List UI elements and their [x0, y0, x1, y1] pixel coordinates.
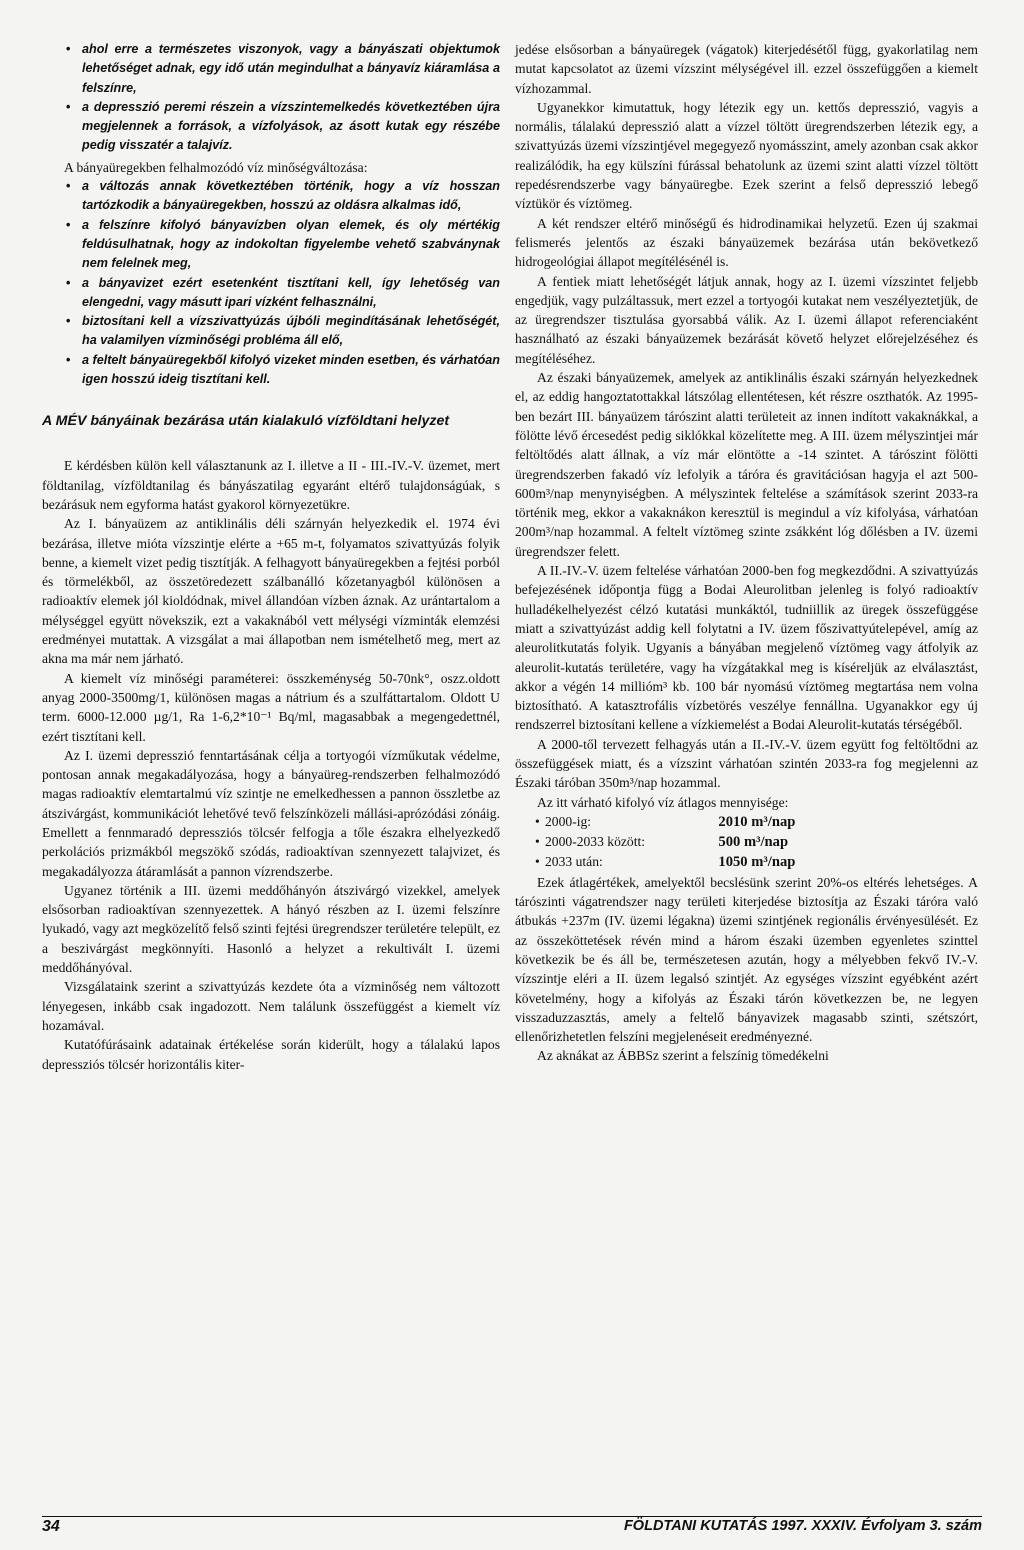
body-paragraph: Az I. bányaüzem az antiklinális déli szárnyán helyezkedik el. 1974 évi bezárása, illetve mióta vízszintje elérte a +65 m-t, folyamatos szivattyúzás folyik benne, a kiemelt vizet pedig tisztítják. A felhagyott bányaüregekben a fejtési porból és törmelékből, az összetöredezett szálbanálló kőzetanyagból különösen a radioaktív elemek jól kioldódnak, mivel állandóan vízben áznak. Az urántartalom a mélységgel együtt növekszik, ezt a vakaknából vett mélységi vízminták elemzési eredményei mutattak. A vizsgálat a mai állapotban nem ismételhető meg, mert az akna ma már nem járható. — [42, 516, 500, 667]
list-item: • a felszínre kifolyó bányavízben olyan elemek, és oly mértékig feldúsulhatnak, hogy az indokoltan figyelembe vehető szabványnak nem felelnek meg, — [42, 216, 500, 274]
intro-paragraph: A bányaüregekben felhalmozódó víz minőségváltozása: — [64, 159, 368, 175]
body-paragraph: Vizsgálataink szerint a szivattyúzás kezdete óta a vízminőség nem változott lényegesen, inkább csak ingadozott. Nem találunk összefüggést a kiemelt víz hozamával. — [42, 979, 500, 1033]
rate-period: 2000-ig: — [545, 813, 592, 829]
rate-value: 2010 m³/nap — [718, 813, 796, 830]
body-paragraph: Ugyanekkor kimutattuk, hogy létezik egy un. kettős depresszió, vagyis a normális, tálalakú depresszió alatt a vízzel töltött üregrendszerben létezik egy, a szivattyúzás üzemi vízszintjével megegyező nyomásszint, amely azonban csak akkor realizálódik, ha egy külszíni fúrással behatolunk az üzemi szint alatti vízzel töltött repedésrendszerbe vagy bányaüregbe. Ezek szerint a felső depresszió lebegő víztükör és víztömeg. — [515, 99, 978, 212]
body-paragraph: A 2000-től tervezett felhagyás után a II.-IV.-V. üzem együtt fog feltöltődni az összefüggések miatt, és a vízszint várhatóan szintén 2033-ra fog megjelenni az Északi táróban 350m³/nap hozammal. — [515, 736, 978, 791]
list-item: • a bányavizet ezért esetenként tisztítani kell, így lehetőség van elengedni, vagy másutt ipari vízként felhasználni, — [42, 274, 500, 313]
list-item: • biztosítani kell a vízszivattyúzás újbóli megindításának lehetőségét, ha valamilyen vízminőségi probléma áll elő, — [42, 312, 500, 351]
rate-value: 500 m³/nap — [718, 834, 789, 851]
body-paragraph: jedése elsősorban a bányaüregek (vágatok) kiterjedésétől függ, gyakorlatilag nem mutat kapcsolatot az üzemi vízszint mélységével ill. ezzel összefüggően a kiemelt vízhozammal. — [515, 42, 978, 96]
list-item: • a változás annak következtében történik, hogy a víz hosszan tartózkodik a bányaüregekben, hosszú az oldásra alkalmas idő, — [42, 177, 500, 216]
list-item — [515, 832, 978, 852]
left-column — [42, 40, 500, 1074]
list-item — [515, 812, 978, 832]
right-column — [515, 40, 978, 1066]
bullet-list-outflow — [42, 40, 500, 156]
body-paragraph: A kiemelt víz minőségi paraméterei: összkeménység 50-70nk°, oszz.oldott anyag 2000-3500mg/1, különösen magas a nátrium és a szulfáttartalom. Oldott U term. 6000-12.000 µg/1, Ra 1-6,2*10⁻¹ Bq/ml, magasabbak a megengedettnél, ezért tisztítani kell. — [42, 670, 500, 744]
rate-period: 2000-2033 között: — [545, 834, 646, 850]
body-paragraph: E kérdésben külön kell választanunk az I. illetve a II - III.-IV.-V. üzemet, mert földtanilag, vízföldtanilag és bányászatilag egyaránt eltérő tulajdonságúak, s bezárásuk nem egyforma hatást gyakorol környezetükre. — [42, 458, 500, 512]
outflow-rates-list — [515, 812, 978, 873]
footer-rule — [42, 1516, 982, 1517]
rate-value: 1050 m³/nap — [718, 854, 796, 871]
body-paragraph: Ugyanez történik a III. üzemi meddőhányón átszivárgó vizekkel, amelyek elsősorban radioaktívan szennyezettek. A hányó részben az I. üzemi felszínre lyukadó, vagy azt megközelítő felső szinti fejtési üregrendszer területére települt, ez a beszivárgást megkönnyíti. Hasonló a helyzet a rekultivált I. üzemi meddőhányóval. — [42, 882, 500, 976]
list-item — [515, 852, 978, 872]
body-paragraph: A két rendszer eltérő minőségű és hidrodinamikai helyzetű. Ezen új szakmai felismerés jelentős az északi bányaüzemek bezárása után bekövetkező hidrogeológiai állapot megítélésénél is. — [515, 215, 978, 270]
bullet-list-quality — [42, 177, 500, 389]
body-paragraph: Ezek átlagértékek, amelyektől becslésünk szerint 20%-os eltérés lehetséges. A tárószinti vágatrendszer nagy területi kiterjedése biztosítja az Északi táróra való átbukás +237m (IV. üzemi légakna) üzemi szintjének regionális érvényesülését. Ez az összeköttetések révén mind a három északi üzemben egyenletes szinttel következik be és áll be, természetesen azután, hogy a mélyebben fekvő IV.-V. vízszintje eléri a II. üzem legalsó szintjét. Az egységes vízszint egyébként azért követelmény, hogy a kifolyás az Északi tárón következzen be, ne legyen visszaduzzasztás, amely a feltelő bányavizek magasabb szinti, szétszórt, ellenőrizhetetlen felszíni megjelenéseit eredményezné. — [515, 874, 978, 1045]
body-paragraph: Az aknákat az ÁBBSz szerint a felszínig tömedékelni — [537, 1048, 829, 1064]
section-title: A MÉV bányáinak bezárása után kialakuló vízföldtani helyzet — [42, 413, 450, 430]
list-item: • a depresszió peremi részein a vízszintemelkedés következtében újra megjelennek a források, a vízfolyások, az ásott kutak egy részébe pedig visszatér a talajvíz. — [42, 98, 500, 156]
list-item: • ahol erre a természetes viszonyok, vagy a bányászati objektumok lehetőséget adnak, egy idő után megindulhat a bányavíz kiáramlása a felszínre, — [42, 40, 500, 98]
rate-period: 2033 után: — [545, 854, 603, 870]
body-paragraph: Az északi bányaüzemek, amelyek az antiklinális északi szárnyán helyezkednek el, az eddig hangoztatottakkal látszólag ellentétesen, két részre oszthatók. Az 1995-ben bezárt III. bányaüzem tárószint alatti területeit az innen indított vakaknákkal, a fölötte lévő ércesedést pedig siklókkal közelítette meg. A III. üzem mélyszintjei már feltöltődés alatt állnak, a víz már elöntötte a -14 szintet. A tárószint fölötti üregrendszerben fakadó víz lefolyik a táróra és gravitációsan hagyja el azt 500-600m³/nap menynyiségben. A mélyszintek feltelése a számítások szerint 2033-ra történik meg, ekkor a vakaknákon keresztül is megindul a víz kifolyása, várhatóan 200m³/nap hozammal. A feltelt víztömeg szinte zsákként lóg dőlésben a IV. üzemi üregrendszer felett. — [515, 370, 978, 559]
journal-title: FÖLDTANI KUTATÁS 1997. XXXIV. Évfolyam 3. szám — [623, 1518, 982, 1534]
body-paragraph: Az I. üzemi depresszió fenntartásának célja a tortyogói vízműkutak védelme, pontosan annak megakadályozása, hogy a bányaüreg-rendszerben felhalmozódó magas radioaktív elemtartalmú víz szintje ne emelkedhessen a pannon összletbe az átszivárgást, kommunikációt lehetővé tevő felszínközeli mállási-aprózódási zónáig. Emellett a fennmaradó depressziós tölcsér felfogja a tőle északra elhelyezkedő perkolációs prizmákból megszökő szódás, radioaktívan szennyezett talajvizet, és megakadályozza átáramlását a pannon vízrendszerbe. — [42, 747, 500, 879]
body-paragraph: A II.-IV.-V. üzem feltelése várhatóan 2000-ben fog megkezdődni. A szivattyúzás befejezésének időpontja függ a Bodai Aleurolitban jelenleg is folyó radioaktív hulladékelhelyezést célzó kutatási munkáktól, tudniillik az üregek összefüggése miatt a szivattyúzást addig kell folytatni a IV. üzem főszivattyútelepével, amíg az aleurolitkutatás folyik. Ugyanis a bányában megjelenő víztömeg vagy átfolyik az aleurolit-kutatás területére, vagy ha vízgátakkal meg is kíséreljük az elválasztást, akkor a végén 14 millióm³ kb. 100 bár nyomású víztömeg megtartása nem volna biztosítható. A katasztrofális vízbetörés veszélye fennállna. Ugyanakkor egy új rendszerrel biztosítani kellene a vízkiemelést a Bodai Aleurolit-kutatás térségéből. — [515, 563, 978, 733]
page-number: 34 — [42, 1518, 60, 1535]
list-item: • a feltelt bányaüregekből kifolyó vizeket minden esetben, és várhatóan igen hosszú ideig tisztítani kell. — [42, 351, 500, 390]
body-paragraph: A fentiek miatt lehetőségét látjuk annak, hogy az I. üzemi vízszintet feljebb engedjük, vagy pulzáltassuk, mert ezzel a tortyogói kutakat nem veszélyeztetjük, de az üregrendszer tisztulása gyorsabbá válik. Az I. üzemi állapot referenciaként használható az északi bányaüzemek bezárását követő helyzet előrejelzéséhez és megítéléséhez. — [515, 273, 978, 366]
body-paragraph: Az itt várható kifolyó víz átlagos mennyisége: — [537, 794, 789, 810]
body-paragraph: Kutatófúrásaink adatainak értékelése során kiderült, hogy a tálalakú lapos depressziós tölcsér horizontális kiter- — [42, 1037, 500, 1072]
